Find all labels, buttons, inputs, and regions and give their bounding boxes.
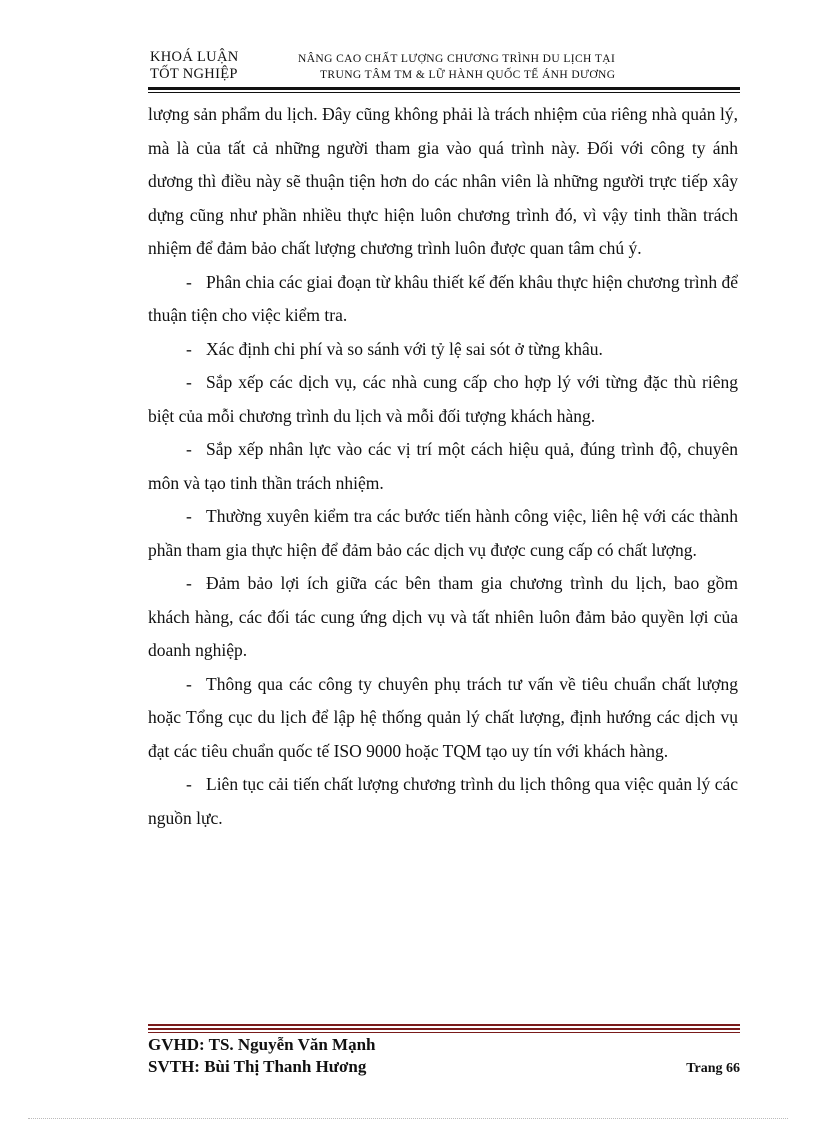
footer-student: SVTH: Bùi Thị Thanh Hương — [148, 1057, 367, 1076]
body-text — [148, 98, 738, 835]
list-item-text: Phân chia các giai đoạn từ khâu thiết kế đến khâu thực hiện chương trình để thuận tiện cho việc kiểm tra. — [148, 271, 738, 325]
list-item — [148, 668, 738, 769]
list-item — [148, 567, 738, 668]
intro-paragraph: lượng sản phẩm du lịch. Đây cũng không phải là trách nhiệm của riêng nhà quản lý, mà là của tất cả những người tham gia vào quá trình này. Đối với công ty ánh dương thì điều này sẽ thuận tiện hơn do các nhân viên là những người trực tiếp xây dựng cũng như phần nhiều thực hiện luôn chương trình đó, vì vậy tinh thần trách nhiệm để đảm bảo chất lượng chương trình luôn được quan tâm chú ý. — [148, 104, 738, 258]
page-number: Trang 66 — [686, 1061, 740, 1076]
bullet-marker: - — [186, 573, 192, 593]
list-item-text: Xác định chi phí và so sánh với tỷ lệ sai sót ở từng khâu. — [206, 338, 603, 359]
bullet-marker: - — [186, 506, 192, 526]
page-header — [148, 49, 738, 85]
list-item-text: Sắp xếp nhân lực vào các vị trí một cách hiệu quả, đúng trình độ, chuyên môn và tạo tinh thần trách nhiệm. — [148, 439, 738, 493]
header-rule-thick — [148, 87, 740, 90]
list-item-text: Đảm bảo lợi ích giữa các bên tham gia chương trình du lịch, bao gồm khách hàng, các đối tác cung ứng dịch vụ và tất nhiên luôn đảm bảo quyền lợi của doanh nghiệp. — [148, 573, 738, 660]
bullet-marker: - — [186, 271, 192, 292]
list-item — [148, 500, 738, 567]
list-item-text: Liên tục cải tiến chất lượng chương trình du lịch thông qua việc quản lý các nguồn lực. — [148, 774, 738, 828]
footer-rule — [148, 1024, 740, 1026]
header-title — [298, 51, 663, 83]
list-item — [148, 433, 738, 500]
header-left-line1: KHOÁ LUẬN — [150, 49, 239, 65]
list-item — [148, 333, 738, 367]
bullet-marker: - — [186, 439, 192, 459]
footer-advisor: GVHD: TS. Nguyễn Văn Mạnh — [148, 1035, 376, 1054]
bullet-marker: - — [186, 372, 192, 392]
header-left — [150, 49, 238, 83]
header-title-line1: NÂNG CAO CHẤT LƯỢNG CHƯƠNG TRÌNH DU LỊCH TẠI — [298, 53, 616, 65]
list-item-text: Sắp xếp các dịch vụ, các nhà cung cấp cho hợp lý với từng đặc thù riêng biệt của mỗi chương trình du lịch và mỗi đối tượng khách hàng. — [148, 372, 738, 426]
list-item-text: Thường xuyên kiểm tra các bước tiến hành công việc, liên hệ với các thành phần tham gia thực hiện để đảm bảo các dịch vụ được cung cấp có chất lượng. — [148, 506, 738, 560]
list-item — [148, 266, 738, 333]
bullet-marker: - — [186, 338, 192, 359]
header-title-line2: TRUNG TÂM TM & LỮ HÀNH QUỐC TẾ ÁNH DƯƠNG — [320, 69, 616, 81]
page-footer — [148, 1034, 740, 1078]
header-left-line2: TỐT NGHIỆP — [150, 66, 238, 82]
footer-rule — [148, 1032, 740, 1033]
footer-rule — [148, 1028, 740, 1030]
bullet-marker: - — [186, 673, 192, 694]
list-item — [148, 768, 738, 835]
bullet-marker: - — [186, 774, 192, 794]
list-item — [148, 366, 738, 433]
page-edge — [28, 1118, 788, 1119]
list-item-text: Thông qua các công ty chuyên phụ trách tư vấn về tiêu chuẩn chất lượng hoặc Tổng cục du lịch để lập hệ thống quản lý chất lượng, định hướng các dịch vụ đạt các tiêu chuẩn quốc tế ISO 9000 hoặc TQM tạo uy tín với khách hàng. — [148, 673, 738, 761]
header-rule-thin — [148, 92, 740, 93]
